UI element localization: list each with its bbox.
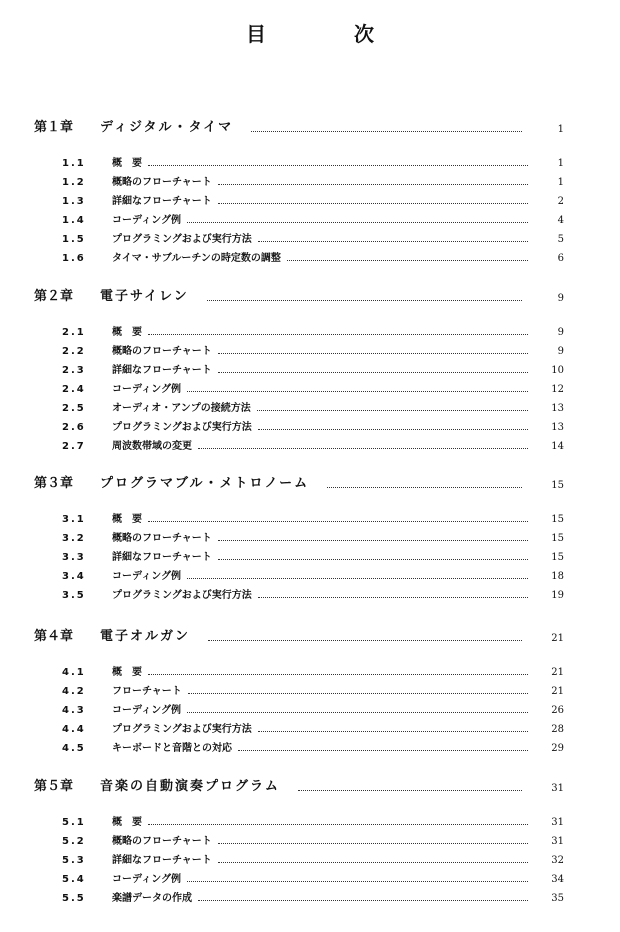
section-title: 周波数帯域の変更 — [112, 441, 192, 452]
section-number: 3.5 — [62, 590, 86, 601]
toc-section-entry — [62, 586, 564, 601]
section-number: 1.1 — [62, 158, 86, 169]
toc-section-entry — [62, 342, 564, 357]
dot-leader — [218, 540, 528, 541]
toc-section-entry — [62, 361, 564, 376]
section-number: 3.3 — [62, 552, 86, 563]
section-title: コーディング例 — [112, 215, 181, 226]
page-number: 15 — [551, 533, 564, 544]
toc-section-entry — [62, 832, 564, 847]
toc-section-entry — [62, 249, 564, 264]
dot-leader — [287, 260, 528, 261]
section-number: 2.2 — [62, 346, 86, 357]
section-number: 4.5 — [62, 743, 86, 754]
toc-section-entry — [62, 154, 564, 169]
dot-leader — [187, 712, 528, 713]
dot-leader — [187, 881, 528, 882]
section-title: 概 要 — [112, 514, 142, 525]
page-number: 34 — [551, 874, 564, 885]
section-title: 概 要 — [112, 158, 142, 169]
section-number: 4.2 — [62, 686, 86, 697]
page-number: 1 — [557, 177, 564, 188]
dot-leader — [258, 597, 528, 598]
dot-leader — [148, 674, 528, 675]
section-number: 5.4 — [62, 874, 86, 885]
toc-chapter-entry — [34, 285, 564, 304]
section-number: 2.5 — [62, 403, 86, 414]
section-title: 楽譜データの作成 — [112, 893, 192, 904]
chapter-number: 第５章 — [34, 779, 74, 794]
section-title: 詳細なフローチャート — [112, 365, 212, 376]
dot-leader — [198, 448, 528, 449]
page-number: 1 — [557, 158, 564, 169]
dot-leader — [258, 731, 528, 732]
section-title: タイマ・サブルーチンの時定数の調整 — [112, 253, 281, 264]
dot-leader — [218, 843, 528, 844]
section-title: キーボードと音階との対応 — [112, 743, 232, 754]
toc-section-entry — [62, 682, 564, 697]
chapter-title: 電子サイレン — [100, 289, 189, 304]
chapter-number: 第３章 — [34, 476, 74, 491]
toc-chapter-entry — [34, 625, 564, 644]
section-number: 2.6 — [62, 422, 86, 433]
section-title: 概 要 — [112, 817, 142, 828]
section-title: 詳細なフローチャート — [112, 552, 212, 563]
dot-leader — [148, 334, 528, 335]
dot-leader — [258, 429, 528, 430]
page-number: 9 — [557, 327, 564, 338]
toc-section-entry — [62, 889, 564, 904]
toc-section-entry — [62, 701, 564, 716]
page-number: 15 — [551, 552, 564, 563]
dot-leader — [187, 578, 528, 579]
section-number: 3.2 — [62, 533, 86, 544]
page-number: 32 — [551, 855, 564, 866]
section-title: オーディオ・アンプの接続方法 — [112, 403, 251, 414]
section-title: プログラミングおよび実行方法 — [112, 422, 252, 433]
page-number: 1 — [557, 124, 564, 135]
chapter-number: 第１章 — [34, 120, 74, 135]
section-number: 5.2 — [62, 836, 86, 847]
chapter-title: ディジタル・タイマ — [100, 120, 234, 135]
section-title: 概略のフローチャート — [112, 177, 212, 188]
dot-leader — [218, 862, 528, 863]
section-number: 4.1 — [62, 667, 86, 678]
toc-section-entry — [62, 813, 564, 828]
page-number: 13 — [551, 422, 564, 433]
toc-section-entry — [62, 399, 564, 414]
toc-section-entry — [62, 380, 564, 395]
section-number: 1.6 — [62, 253, 86, 264]
dot-leader — [207, 300, 522, 301]
dot-leader — [218, 559, 528, 560]
toc-section-entry — [62, 529, 564, 544]
section-title: コーディング例 — [112, 571, 181, 582]
page-number: 13 — [551, 403, 564, 414]
toc-section-entry — [62, 567, 564, 582]
section-title: 詳細なフローチャート — [112, 855, 212, 866]
page-number: 6 — [557, 253, 564, 264]
section-title: コーディング例 — [112, 874, 181, 885]
chapter-number: 第４章 — [34, 629, 74, 644]
toc-chapter-entry — [34, 472, 564, 491]
page-number: 5 — [557, 234, 564, 245]
dot-leader — [187, 391, 528, 392]
page-number: 21 — [551, 633, 564, 644]
section-title: 概略のフローチャート — [112, 533, 212, 544]
page-number: 18 — [551, 571, 564, 582]
section-title: コーディング例 — [112, 384, 181, 395]
section-number: 2.7 — [62, 441, 86, 452]
toc-section-entry — [62, 437, 564, 452]
dot-leader — [148, 165, 528, 166]
section-title: 概略のフローチャート — [112, 346, 212, 357]
dot-leader — [251, 131, 522, 132]
page-number: 29 — [551, 743, 564, 754]
page-title: 目 次 — [246, 22, 408, 46]
section-number: 1.2 — [62, 177, 86, 188]
toc-section-entry — [62, 211, 564, 226]
section-number: 2.1 — [62, 327, 86, 338]
page-number: 31 — [551, 817, 564, 828]
chapter-title: 電子オルガン — [100, 629, 191, 644]
page-number: 15 — [551, 480, 564, 491]
dot-leader — [238, 750, 528, 751]
chapter-title: 音楽の自動演奏プログラム — [100, 779, 280, 794]
dot-leader — [208, 640, 522, 641]
dot-leader — [188, 693, 528, 694]
toc-section-entry — [62, 870, 564, 885]
dot-leader — [327, 487, 522, 488]
dot-leader — [148, 521, 528, 522]
page-number: 21 — [551, 667, 564, 678]
page-number: 26 — [551, 705, 564, 716]
toc-section-entry — [62, 230, 564, 245]
dot-leader — [148, 824, 528, 825]
dot-leader — [218, 372, 528, 373]
toc-section-entry — [62, 418, 564, 433]
section-number: 1.3 — [62, 196, 86, 207]
toc-chapter-entry — [34, 775, 564, 794]
toc-section-entry — [62, 510, 564, 525]
section-number: 5.3 — [62, 855, 86, 866]
page-number: 14 — [551, 441, 564, 452]
dot-leader — [257, 410, 528, 411]
section-number: 1.4 — [62, 215, 86, 226]
section-title: プログラミングおよび実行方法 — [112, 590, 252, 601]
page-number: 31 — [551, 836, 564, 847]
section-title: フローチャート — [112, 686, 182, 697]
section-title: 詳細なフローチャート — [112, 196, 212, 207]
chapter-title: プログラマブル・メトロノーム — [100, 476, 310, 491]
section-title: プログラミングおよび実行方法 — [112, 234, 252, 245]
section-number: 4.4 — [62, 724, 86, 735]
dot-leader — [298, 790, 522, 791]
page-number: 28 — [551, 724, 564, 735]
toc-chapter-entry — [34, 116, 564, 135]
toc-section-entry — [62, 720, 564, 735]
chapter-number: 第２章 — [34, 289, 74, 304]
page-number: 12 — [551, 384, 564, 395]
toc-section-entry — [62, 192, 564, 207]
toc-section-entry — [62, 739, 564, 754]
section-number: 2.4 — [62, 384, 86, 395]
section-title: 概 要 — [112, 667, 142, 678]
section-title: プログラミングおよび実行方法 — [112, 724, 252, 735]
dot-leader — [218, 184, 528, 185]
dot-leader — [258, 241, 528, 242]
section-number: 3.4 — [62, 571, 86, 582]
section-title: コーディング例 — [112, 705, 181, 716]
section-number: 4.3 — [62, 705, 86, 716]
toc-section-entry — [62, 851, 564, 866]
page-number: 19 — [551, 590, 564, 601]
page-number: 31 — [551, 783, 564, 794]
page-number: 2 — [557, 196, 564, 207]
dot-leader — [218, 353, 528, 354]
dot-leader — [218, 203, 528, 204]
page-number: 35 — [551, 893, 564, 904]
section-title: 概略のフローチャート — [112, 836, 212, 847]
page-number: 9 — [557, 346, 564, 357]
page-number: 10 — [551, 365, 564, 376]
dot-leader — [187, 222, 528, 223]
toc-section-entry — [62, 323, 564, 338]
page-number: 9 — [557, 293, 564, 304]
section-number: 2.3 — [62, 365, 86, 376]
toc-section-entry — [62, 548, 564, 563]
dot-leader — [198, 900, 528, 901]
page-number: 15 — [551, 514, 564, 525]
page-number: 21 — [551, 686, 564, 697]
section-title: 概 要 — [112, 327, 142, 338]
toc-section-entry — [62, 173, 564, 188]
section-number: 5.5 — [62, 893, 86, 904]
page-number: 4 — [557, 215, 564, 226]
section-number: 1.5 — [62, 234, 86, 245]
toc-section-entry — [62, 663, 564, 678]
section-number: 3.1 — [62, 514, 86, 525]
section-number: 5.1 — [62, 817, 86, 828]
